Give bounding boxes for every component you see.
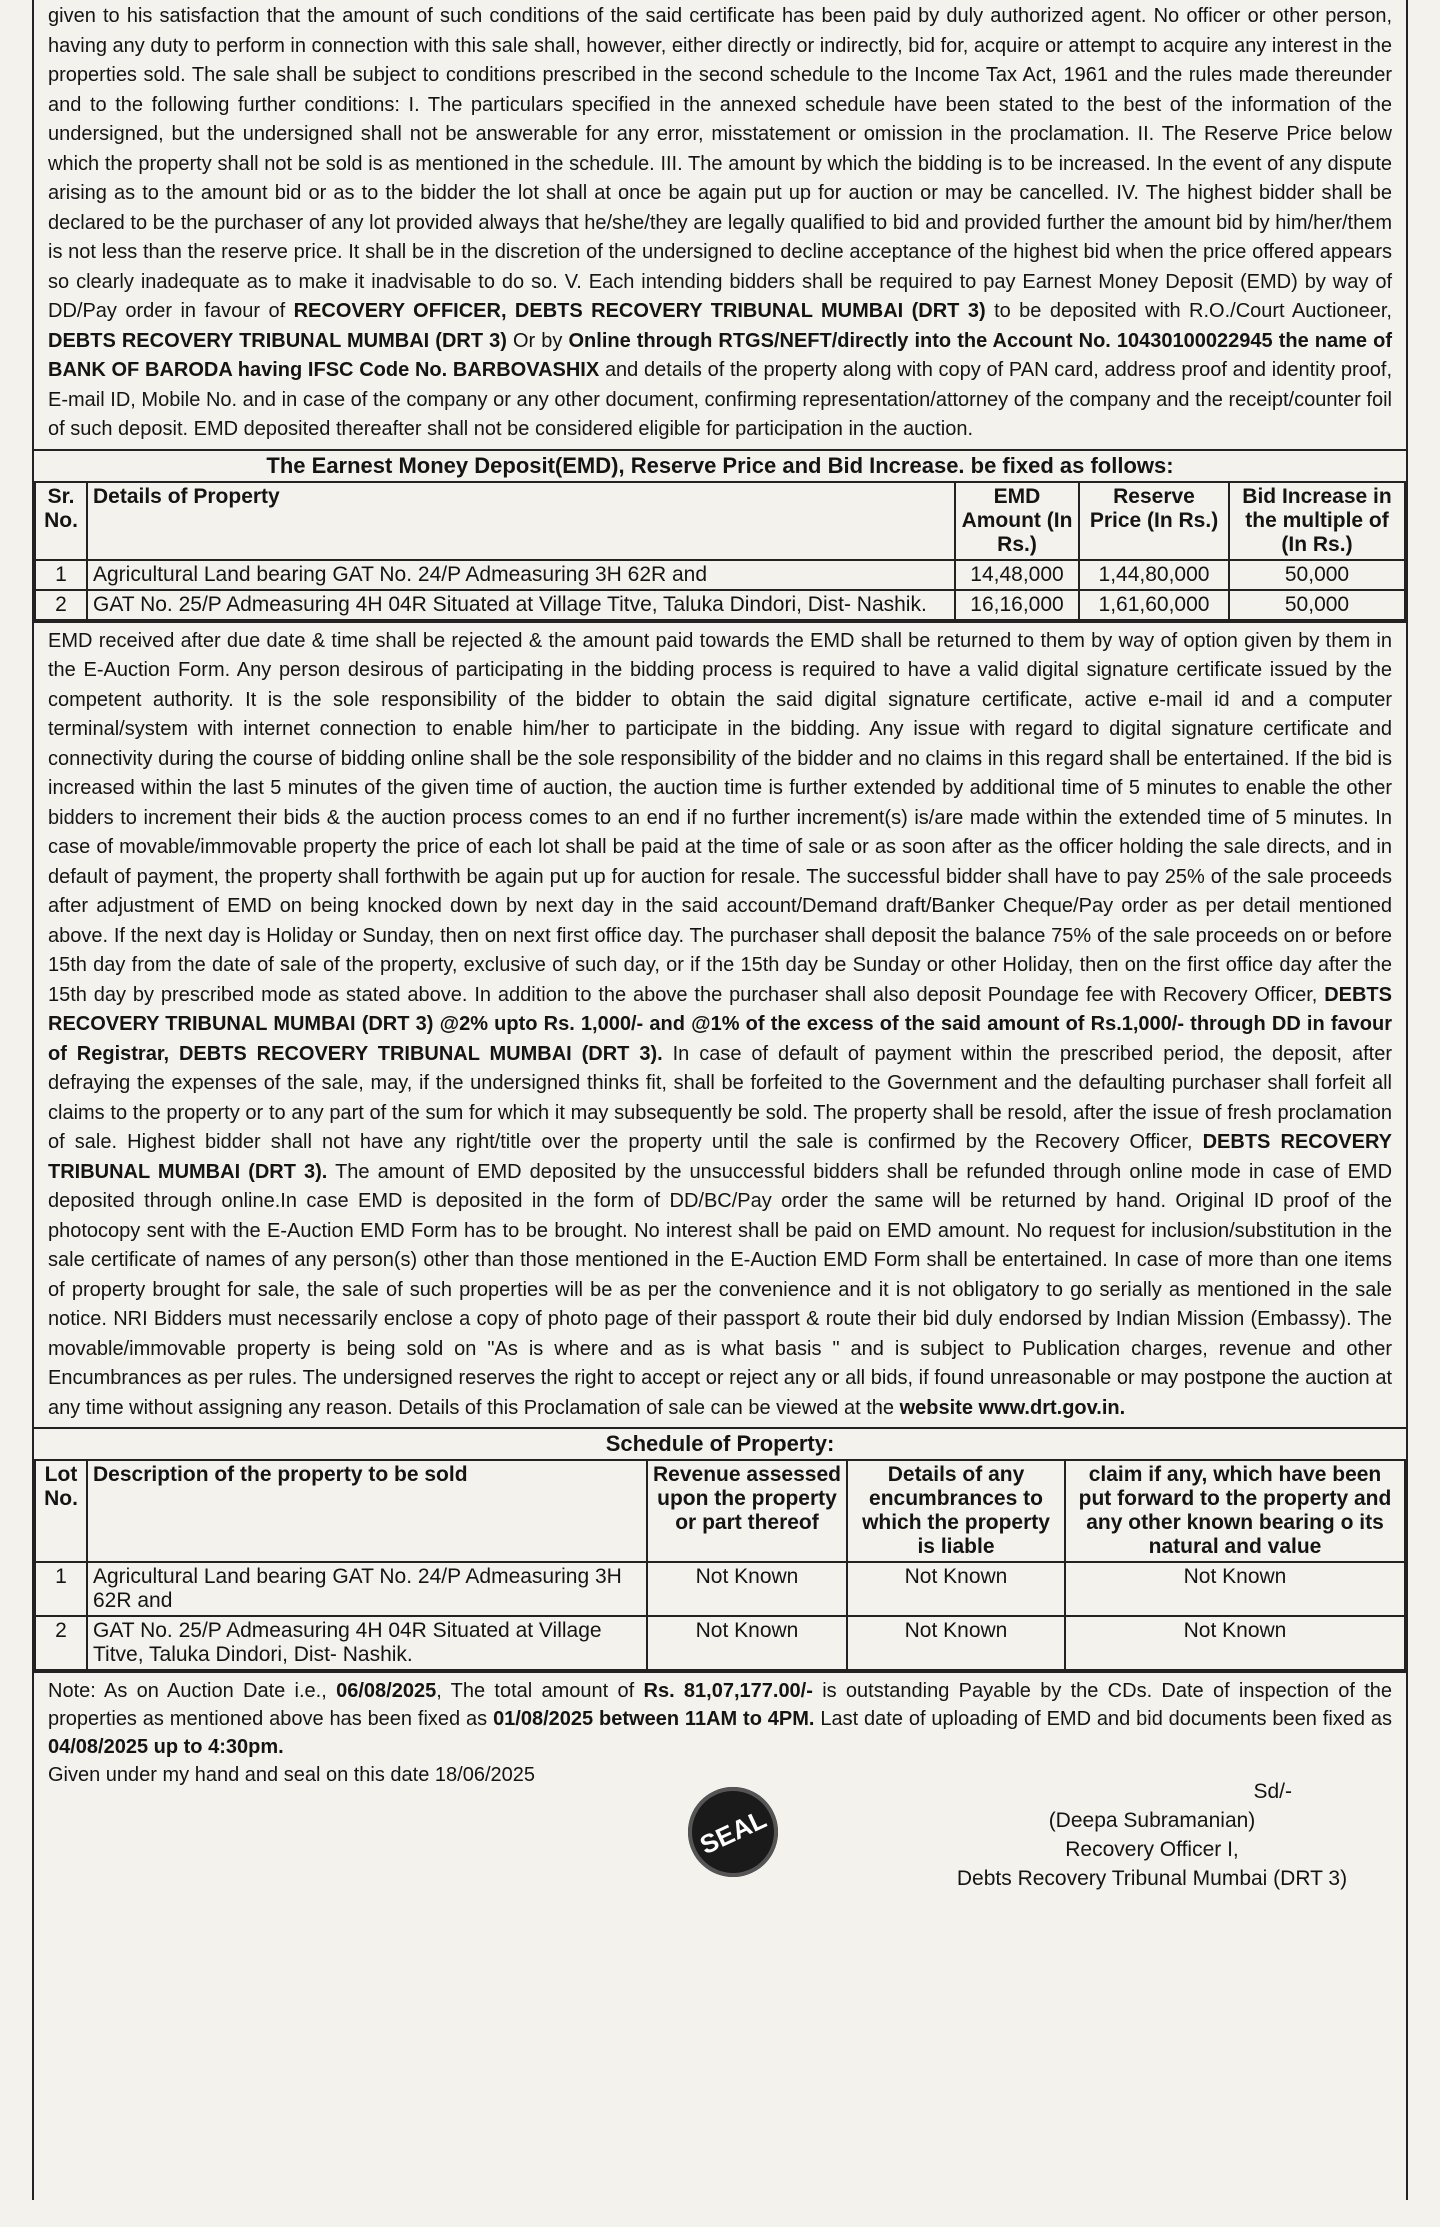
emd-table: [34, 481, 1406, 621]
schedule-cell-desc: GAT No. 25/P Admeasuring 4H 04R Situated at Village Titve, Taluka Dindori, Dist- Nashik.: [87, 1616, 647, 1670]
conditions-bold-poundage: DEBTS RECOVERY TRIBUNAL MUMBAI (DRT 3) @2% upto Rs. 1,000/- and @1% of the excess of the said amount of Rs.1,000/- through DD in favour of Registrar, DEBTS RECOVERY TRIBUNAL MUMBAI (DRT 3).: [48, 983, 1392, 1065]
auction-date: 06/08/2025: [336, 1680, 437, 1702]
intro-paragraph: [48, 2, 1392, 445]
signature-block: [922, 1777, 1382, 1893]
intro-bold-drt: DEBTS RECOVERY TRIBUNAL MUMBAI (DRT 3): [48, 329, 507, 352]
emd-cell-sr: 1: [35, 560, 87, 590]
schedule-cell-claim: Not Known: [1065, 1562, 1405, 1616]
signatory-name: (Deepa Subramanian): [1048, 1809, 1256, 1832]
schedule-header-row: [35, 1460, 1405, 1562]
schedule-cell-encumbrance: Not Known: [847, 1562, 1065, 1616]
schedule-cell-desc: Agricultural Land bearing GAT No. 24/P Admeasuring 3H 62R and: [87, 1562, 647, 1616]
schedule-cell-lot: 2: [35, 1616, 87, 1670]
intro-text-4: and details of the property along with copy of PAN card, address proof and identity proof, E-mail ID, Mobile No. and in case of the company or any other document, confirming representation/attorney of the company and the receipt/counter foil of such deposit. EMD deposited thereafter shall not be considered eligible for participation in the auction.: [48, 359, 1393, 440]
signature-sd: Sd/-: [1253, 1780, 1292, 1803]
emd-cell-reserve: 1,44,80,000: [1079, 560, 1229, 590]
emd-table-section: [34, 449, 1406, 623]
table-row: [35, 560, 1405, 590]
intro-text-2: to be deposited with R.O./Court Auctioneer,: [994, 300, 1392, 322]
emd-cell-sr: 2: [35, 590, 87, 620]
schedule-cell-revenue: Not Known: [647, 1616, 847, 1670]
proclamation-page: [32, 0, 1408, 2200]
intro-text-3: Or by: [512, 329, 563, 352]
given-under-hand-line: Given under my hand and seal on this date 18/06/2025: [48, 1764, 536, 1786]
table-row: [35, 1562, 1405, 1616]
emd-cell-details: Agricultural Land bearing GAT No. 24/P Admeasuring 3H 62R and: [87, 560, 955, 590]
emd-cell-bid: 50,000: [1229, 590, 1405, 620]
emd-cell-bid: 50,000: [1229, 560, 1405, 590]
conditions-text-1: EMD received after due date & time shall be rejected & the amount paid towards the EMD shall be returned to them by way of option given by them in the E-Auction Form. Any person desirous of participating in the bidding process is required to have a valid digital signature certificate issued by the competent authority. It is the sole responsibility of the bidder to obtain the said digital signature certificate, active e-mail id and a computer terminal/system with internet connection to enable him/her to participate in the bidding. Any issue with regard to digital signature certificate and connectivity during the course of bidding online shall be the sole responsibility of the bidder and no claims in this regard shall be entertained. If the bid is increased within the last 5 minutes of the given time of auction, the auction time is further extended by additional time of 5 minutes to enable the other bidders to increment their bids & the auction process comes to an end if no further increment(s) is/are made within the extended time of 5 minutes. In case of movable/immovable property the price of each lot shall be paid at the time of sale or as soon after as the officer holding the sale directs, and in default of payment, the property shall forthwith be again put up for auction for resale. The successful bidder shall have to pay 25% of the sale proceeds after adjustment of EMD on being knocked down by next day in the said account/Demand draft/Banker Cheque/Pay order as per detail mentioned above. If the next day is Holiday or Sunday, then on next first office day. The purchaser shall deposit the balance 75% of the sale proceeds on or before 15th day from the date of sale of the property, exclusive of such day, or if the 15th day be Sunday or other Holiday, then on the first office day after the 15th day by prescribed mode as stated above. In addition to the above the purchaser shall also deposit Poundage fee with Recovery Officer,: [48, 629, 1392, 1006]
conditions-paragraph: [48, 627, 1392, 1424]
intro-bold-account: Online through RTGS/NEFT/directly into the Account No. 10430100022945 the name of BANK OF BARODA having IFSC Code No. BARBOVASHIX: [48, 329, 1392, 381]
emd-header-details: Details of Property: [87, 482, 955, 560]
emd-header-reserve: Reserve Price (In Rs.): [1079, 482, 1229, 560]
schedule-cell-lot: 1: [35, 1562, 87, 1616]
schedule-header-revenue: Revenue assessed upon the property or part thereof: [647, 1460, 847, 1562]
emd-cell-reserve: 1,61,60,000: [1079, 590, 1229, 620]
intro-bold-recovery-officer: RECOVERY OFFICER, DEBTS RECOVERY TRIBUNAL MUMBAI (DRT 3): [293, 300, 986, 322]
upload-deadline: 04/08/2025 up to 4:30pm.: [48, 1736, 284, 1758]
emd-header-bid: Bid Increase in the multiple of (In Rs.): [1229, 482, 1405, 560]
table-row: [35, 590, 1405, 620]
emd-cell-details: GAT No. 25/P Admeasuring 4H 04R Situated at Village Titve, Taluka Dindori, Dist- Nashik.: [87, 590, 955, 620]
inspection-date: 01/08/2025 between 11AM to 4PM.: [493, 1708, 815, 1730]
schedule-cell-revenue: Not Known: [647, 1562, 847, 1616]
schedule-header-desc: Description of the property to be sold: [87, 1460, 647, 1562]
seal-stamp: SEAL: [673, 1772, 793, 1892]
schedule-cell-claim: Not Known: [1065, 1616, 1405, 1670]
emd-cell-emd: 16,16,000: [955, 590, 1079, 620]
emd-header-sr: Sr. No.: [35, 482, 87, 560]
signatory-title: Recovery Officer I,: [1065, 1838, 1239, 1861]
conditions-bold-drt: DEBTS RECOVERY TRIBUNAL MUMBAI (DRT 3).: [48, 1131, 1393, 1183]
emd-cell-emd: 14,48,000: [955, 560, 1079, 590]
schedule-caption: Schedule of Property:: [605, 1431, 835, 1456]
schedule-cell-encumbrance: Not Known: [847, 1616, 1065, 1670]
outstanding-amount: Rs. 81,07,177.00/-: [643, 1680, 813, 1702]
auction-note: Note: As on Auction Date i.e., 06/08/2025, The total amount of Rs. 81,07,177.00/- is outstanding Payable by the CDs. Date of inspection of the properties as mentioned above has been fixed as 01/08/2025 between 11AM to 4PM. Last date of uploading of EMD and bid documents been fixed as 04/08/2025 up to 4:30pm.: [48, 1680, 1393, 1758]
emd-table-caption: The Earnest Money Deposit(EMD), Reserve Price and Bid Increase. be fixed as follows:: [266, 452, 1174, 478]
conditions-bold-website: website www.drt.gov.in.: [899, 1396, 1126, 1419]
schedule-table: [34, 1459, 1406, 1671]
schedule-section: [34, 1427, 1406, 1673]
emd-table-header-row: [35, 482, 1405, 560]
schedule-header-encumbrance: Details of any encumbrances to which the property is liable: [847, 1460, 1065, 1562]
footer-section: [48, 1677, 1392, 2007]
signatory-office: Debts Recovery Tribunal Mumbai (DRT 3): [956, 1867, 1348, 1890]
schedule-header-lot: Lot No.: [35, 1460, 87, 1562]
table-row: [35, 1616, 1405, 1670]
schedule-header-claim: claim if any, which have been put forward to the property and any other known bearing o its natural and value: [1065, 1460, 1405, 1562]
conditions-text-3: The amount of EMD deposited by the unsuccessful bidders shall be refunded through online mode in case of EMD deposited through online.In case EMD is deposited in the form of DD/BC/Pay order the same will be returned by hand. Original ID proof of the photocopy sent with the E-Auction EMD Form has to be brought. No interest shall be paid on EMD amount. No request for inclusion/substitution in the sale certificate of names of any person(s) other than those mentioned in the E-Auction EMD Form shall be entertained. In case of more than one items of property brought for sale, the sale of such properties will be as per the convenience and it is not obligatory to go serially as mentioned in the sale notice. NRI Bidders must necessarily enclose a copy of photo page of their passport & route their bid duly endorsed by Indian Mission (Embassy). The movable/immovable property is being sold on "As is where and as is what basis " and is subject to Publication charges, revenue and other Encumbrances as per rules. The undersigned reserves the right to accept or reject any or all bids, if found unreasonable or may postpone the auction at any time without assigning any reason. Details of this Proclamation of sale can be viewed at the: [48, 1160, 1393, 1419]
intro-text: given to his satisfaction that the amount of such conditions of the said certificate has been paid by duly authorized agent. No officer or other person, having any duty to perform in connection with this sale shall, however, either directly or indirectly, bid for, acquire or attempt to acquire any interest in the properties sold. The sale shall be subject to conditions prescribed in the second schedule to the Income Tax Act, 1961 and the rules made thereunder and to the following further conditions: I. The particulars specified in the annexed schedule have been stated to the best of the information of the undersigned, but the undersigned shall not be answerable for any error, misstatement or omission in the proclamation. II. The Reserve Price below which the property shall not be sold is as mentioned in the schedule. III. The amount by which the bidding is to be increased. In the event of any dispute arising as to the amount bid or as to the bidder the lot shall at once be again put up for auction or may be cancelled. IV. The highest bidder shall be declared to be the purchaser of any lot provided always that he/she/they are legally qualified to bid and provided further the amount bid by him/her/them is not less than the reserve price. It shall be in the discretion of the undersigned to decline acceptance of the highest bid when the price offered appears so clearly inadequate as to make it inadvisable to do so. V. Each intending bidders shall be required to pay Earnest Money Deposit (EMD) by way of DD/Pay order in favour of: [48, 5, 1392, 322]
conditions-text-2: In case of default of payment within the prescribed period, the deposit, after defraying the expenses of the sale, may, if the undersigned thinks fit, shall be forfeited to the Government and the defaulting purchaser shall forfeit all claims to the property or to any part of the sum for which it may subsequently be sold. The property shall be resold, after the issue of fresh proclamation of sale. Highest bidder shall not have any right/title over the property until the sale is confirmed by the Recovery Officer,: [48, 1042, 1393, 1153]
emd-header-emd: EMD Amount (In Rs.): [955, 482, 1079, 560]
